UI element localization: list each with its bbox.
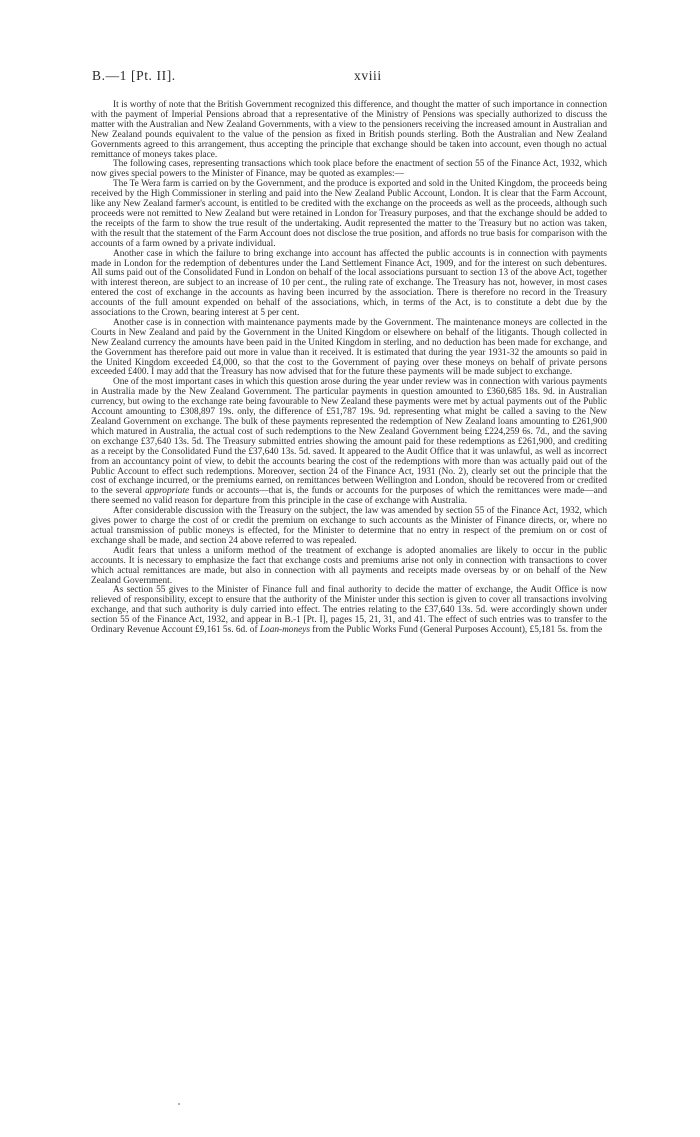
- paragraph-text: As section 55 gives to the Minister of Finance full and final authority to decide the matter of exchange, the Audit Office is now relieved of responsibility, except to ensure that the authority of the Minister under this section is given to cover all transactions involving exchange, and that such authority is duly carried into effect. The entries relating to the £37,640 13s. 5d. were accordingly shown under section 55 of the Finance Act, 1932, and appear in B.-1 [Pt. I], pages 15, 21, 31, and 41. The effect of such entries was to transfer to the Ordinary Revenue Account £9,161 5s. 6d. of: [91, 585, 607, 636]
- page-number: xviii: [354, 68, 382, 83]
- paragraph-text: The following cases, representing transactions which took place before the enactment of section 55 of the Finance Act, 1932, which now gives special powers to the Minister of Finance, may be quoted as examples:—: [91, 159, 607, 180]
- paragraph-audit-fears: [91, 547, 607, 587]
- paragraph-text: Audit fears that unless a uniform method of the treatment of exchange is adopted anomalies are likely to occur in the public accounts. It is necessary to emphasize the fact that exchange costs and premiums arise not only in connection with transactions to cover which actual remittances are made, but also in connection with all payments and receipts made overseas by or on behalf of the New Zealand Government.: [91, 545, 607, 586]
- scan-speck: [178, 1103, 180, 1105]
- paragraph-text: from the Public Works Fund (General Purposes Account), £5,181 5s. from the: [312, 625, 603, 636]
- italic-term: appropriate: [145, 486, 190, 497]
- paragraph-text: Another case in which the failure to bring exchange into account has affected the public accounts is in connection with payments made in London for the redemption of debentures under the Land Settlement Finance Act, 1909, and for the interest on such debentures. All sums paid out of the Consolidated Fund in London on behalf of the local associations pursuant to section 13 of the above Act, together with interest thereon, are subject to an increase of 10 per cent., the ruling rate of exchange. The Treasury has not, however, in most cases entered the cost of exchange in the accounts as having been incurred by the association. There is therefore no record in the Treasury accounts of the full amount expended on behalf of the associations, which, in terms of the Act, is to constitute a debt due by the associations to the Crown, bearing interest at 5 per cent.: [91, 248, 607, 319]
- document-body: [91, 101, 607, 636]
- paragraph-australia-payments: [91, 378, 607, 507]
- document-reference: B.—1 [Pt. II].: [92, 68, 176, 83]
- paragraph-land-settlement: [91, 250, 607, 319]
- paragraph-text: The Te Wera farm is carried on by the Government, and the produce is exported and sold in the United Kingdom, the proceeds being received by the High Commissioner in sterling and paid into the New Zealand Public Account, London. It is clear that the Farm Account, like any New Zealand farmer's account, is entitled to be credited with the exchange on the proceeds as well as the proceeds, although such proceeds were not remitted to New Zealand but were retained in London for Treasury purposes, and that the exchange should be added to the receipts of the farm to show the true result of the undertaking. Audit represented the matter to the Treasury but no action was taken, with the result that the statement of the Farm Account does not disclose the true position, and affords no true basis for comparison with the accounts of a farm owned by a private individual.: [91, 179, 607, 249]
- paragraph-text: funds or accounts—that is, the funds or accounts for the purposes of which the remittances were made—and there seemed no valid reason for departure from this principle in the case of exchange with Australia.: [91, 486, 607, 507]
- paragraph-section-55: [91, 586, 607, 636]
- page-header: [92, 68, 612, 90]
- paragraph-maintenance-payments: [91, 319, 607, 378]
- paragraph-text: Another case is in connection with maintenance payments made by the Government. The maintenance moneys are collected in the Courts in New Zealand and paid by the Government in the United Kingdom or elsewhere on behalf of the litigants. Though collected in New Zealand currency the amounts have been paid in the United Kingdom in sterling, and no deduction has been made for exchange, and the Government has therefore paid out more in value than it received. It is estimated that during the year 1931-32 the amounts so paid in the United Kingdom exceeded £4,000, so that the cost to the Government of paying over these moneys on behalf of private persons exceeded £400. I may add that the Treasury has now advised that for the future these payments will be made subject to exchange.: [91, 317, 607, 378]
- paragraph-text: One of the most important cases in which this question arose during the year under review was in connection with various payments in Australia made by the New Zealand Government. The particular payments in question amounted to £360,685 18s. 9d. in Australian currency, but owing to the exchange rate being favourable to New Zealand these payments were met by actual payments out of the Public Account amounting to £308,897 19s. only, the difference of £51,787 19s. 9d. representing what might be called a saving to the New Zealand Government on exchange. The bulk of these payments represented the redemption of New Zealand loans amounting to £261,900 which matured in Australia, the actual cost of such redemptions to the New Zealand Government being £224,259 6s. 7d., and the saving on exchange £37,640 13s. 5d. The Treasury submitted entries showing the amount paid for these redemptions as £261,900, and crediting as a receipt by the Consolidated Fund the £37,640 13s. 5d. saved. It appeared to the Audit Office that it was unlawful, as well as incorrect from an accountancy point of view, to debit the accounts bearing the cost of the redemptions with more than was actually paid out of the Public Account to effect such redemptions. Moreover, section 24 of the Finance Act, 1931 (No. 2), clearly set out the principle that the cost of exchange incurred, or the premiums earned, on remittances between Wellington and London, should be recovered from or credited to the several: [91, 377, 607, 497]
- paragraph-following-cases: [91, 160, 607, 180]
- paragraph-law-amended: [91, 507, 607, 547]
- paragraph-text: It is worthy of note that the British Government recognized this difference, and thought the matter of such importance in connection with the payment of Imperial Pensions abroad that a representative of the Ministry of Pensions was specially authorized to discuss the matter with the Australian and New Zealand Governments, with a view to the pensioners receiving the increased amount in Australian and New Zealand pounds equivalent to the value of the pension as fixed in British pounds sterling. Both the Australian and New Zealand Governments agreed to this arrangement, thus accepting the principle that exchange should be taken into account, even though no actual remittance of moneys takes place.: [91, 100, 607, 160]
- italic-term: Loan-moneys: [259, 625, 310, 636]
- paragraph-imperial-pensions: [91, 101, 607, 160]
- paragraph-text: After considerable discussion with the Treasury on the subject, the law was amended by section 55 of the Finance Act, 1932, which gives power to charge the cost of or credit the premium on exchange to such accounts as the Minister of Finance directs, or, where no actual transmission of public moneys is effected, for the Minister to determine that no entry in respect of the premium on or cost of exchange shall be made, and section 24 above referred to was repealed.: [91, 506, 607, 546]
- paragraph-te-wera-farm: [91, 180, 607, 249]
